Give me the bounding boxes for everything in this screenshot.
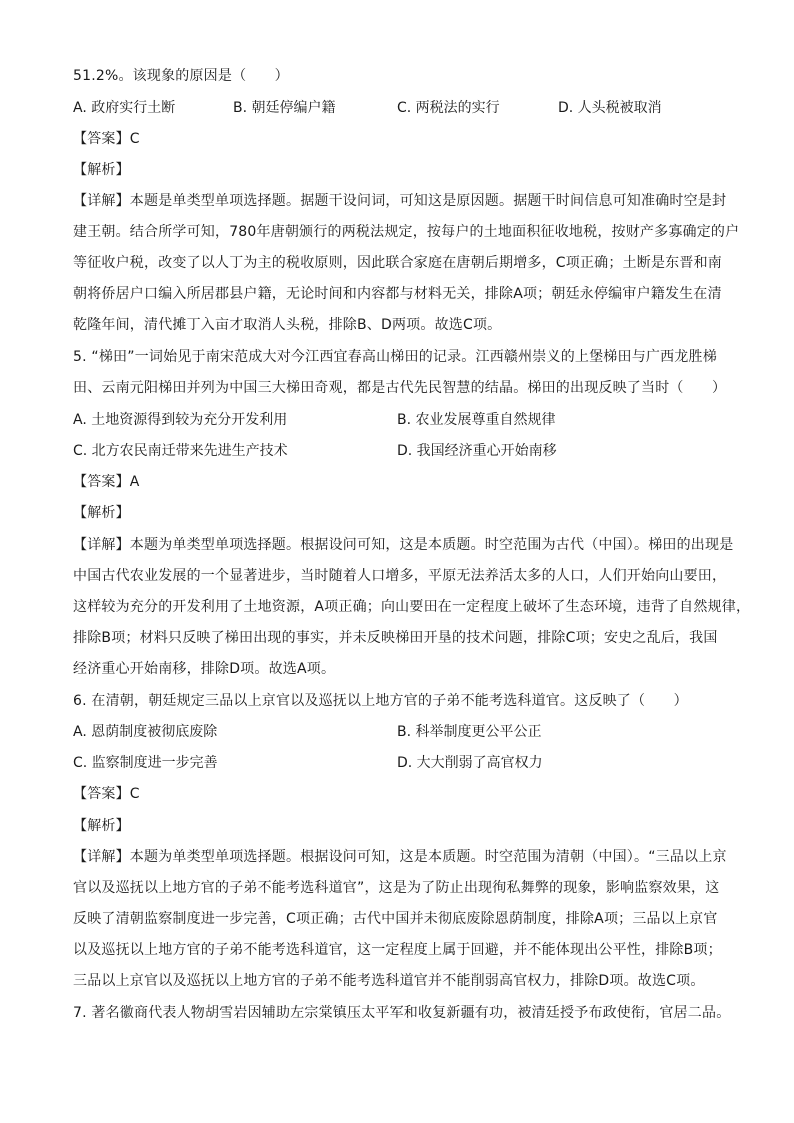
q5-option-b: B. 农业发展尊重自然规律	[397, 412, 556, 428]
q4-option-b: B. 朝廷停编户籍	[233, 100, 336, 116]
q5-detail-line: 这样较为充分的开发利用了土地资源，A项正确；向山要田在一定程度上破坏了生态环境，违背了自然规律，	[73, 599, 751, 615]
q4-detail-line: 建王朝。结合所学可知，780年唐朝颁行的两税法规定，按每户的土地面积征收地税，按财产多寡确定的户	[73, 224, 740, 240]
q4-detail-line: 乾隆年间，清代摊丁入亩才取消人头税，排除B、D两项。故选C项。	[73, 317, 502, 333]
q5-option-a: A. 土地资源得到较为充分开发利用	[73, 412, 288, 428]
question-6-stem: 6. 在清朝，朝廷规定三品以上京官以及巡抚以上地方官的子弟不能考选科道官。这反映了（ ）	[73, 693, 688, 709]
question-7-stem: 7. 著名徽商代表人物胡雪岩因辅助左宗棠镇压太平军和收复新疆有功，被清廷授予布政使衔，官居二品。	[73, 1005, 731, 1021]
q4-option-c: C. 两税法的实行	[397, 100, 500, 116]
q6-detail-line: 官以及巡抚以上地方官的子弟不能考选科道官”，这是为了防止出现徇私舞弊的现象，影响监察效果，这	[73, 880, 720, 896]
q6-answer: 【答案】C	[73, 786, 140, 802]
q5-answer: 【答案】A	[73, 474, 140, 490]
q6-detail-line: 三品以上京官以及巡抚以上地方官的子弟不能考选科道官并不能削弱高官权力，排除D项。故选C项。	[73, 973, 705, 989]
q6-option-a: A. 恩荫制度被彻底废除	[73, 724, 218, 740]
q4-detail-line: 朝将侨居户口编入所居郡县户籍，无论时间和内容都与材料无关，排除A项；朝廷永停编审户籍发生在清	[73, 286, 722, 302]
q5-analysis-label: 【解析】	[73, 505, 130, 521]
q4-detail-line: 【详解】本题是单类型单项选择题。据题干设问词，可知这是原因题。据题干时间信息可知准确时空是封	[73, 193, 727, 209]
q4-analysis-label: 【解析】	[73, 162, 130, 178]
q4-option-d: D. 人头税被取消	[558, 100, 662, 116]
question-5-stem: 5. “梯田”一词始见于南宋范成大对今江西宜春高山梯田的记录。江西赣州崇义的上堡梯田与广西龙胜梯	[73, 349, 717, 365]
q6-detail-line: 反映了清朝监察制度进一步完善，C项正确；古代中国并未彻底废除恩荫制度，排除A项；三品以上京官	[73, 911, 718, 927]
q5-detail-line: 经济重心开始南移，排除D项。故选A项。	[73, 661, 336, 677]
q6-detail-line: 以及巡抚以上地方官的子弟不能考选科道官，这一定程度上属于回避，并不能体现出公平性，排除B项；	[73, 942, 722, 958]
q6-option-c: C. 监察制度进一步完善	[73, 755, 218, 771]
q5-detail-line: 【详解】本题为单类型单项选择题。根据设问可知，这是本质题。时空范围为古代（中国）。梯田的出现是	[73, 537, 734, 553]
q6-detail-line: 【详解】本题为单类型单项选择题。根据设问可知，这是本质题。时空范围为清朝（中国）。“三品以上京	[73, 849, 727, 865]
q4-answer: 【答案】C	[73, 131, 140, 147]
q5-detail-line: 排除B项；材料只反映了梯田出现的事实，并未反映梯田开垦的技术问题，排除C项；安史之乱后，我国	[73, 630, 718, 646]
q6-option-b: B. 科举制度更公平公正	[397, 724, 542, 740]
q6-analysis-label: 【解析】	[73, 818, 130, 834]
q5-option-c: C. 北方农民南迁带来先进生产技术	[73, 443, 288, 459]
q5-detail-line: 中国古代农业发展的一个显著进步，当时随着人口增多，平原无法养活太多的人口，人们开始向山要田，	[73, 568, 727, 584]
q5-option-d: D. 我国经济重心开始南移	[397, 443, 557, 459]
question-4-stem-end: 51.2%。该现象的原因是（ ）	[73, 68, 289, 84]
q6-option-d: D. 大大削弱了高官权力	[397, 755, 543, 771]
q4-option-a: A. 政府实行土断	[73, 100, 176, 116]
question-5-stem: 田、云南元阳梯田并列为中国三大梯田奇观，都是古代先民智慧的结晶。梯田的出现反映了当时（ ）	[73, 380, 727, 396]
q4-detail-line: 等征收户税，改变了以人丁为主的税收原则，因此联合家庭在唐朝后期增多，C项正确；土断是东晋和南	[73, 255, 722, 271]
